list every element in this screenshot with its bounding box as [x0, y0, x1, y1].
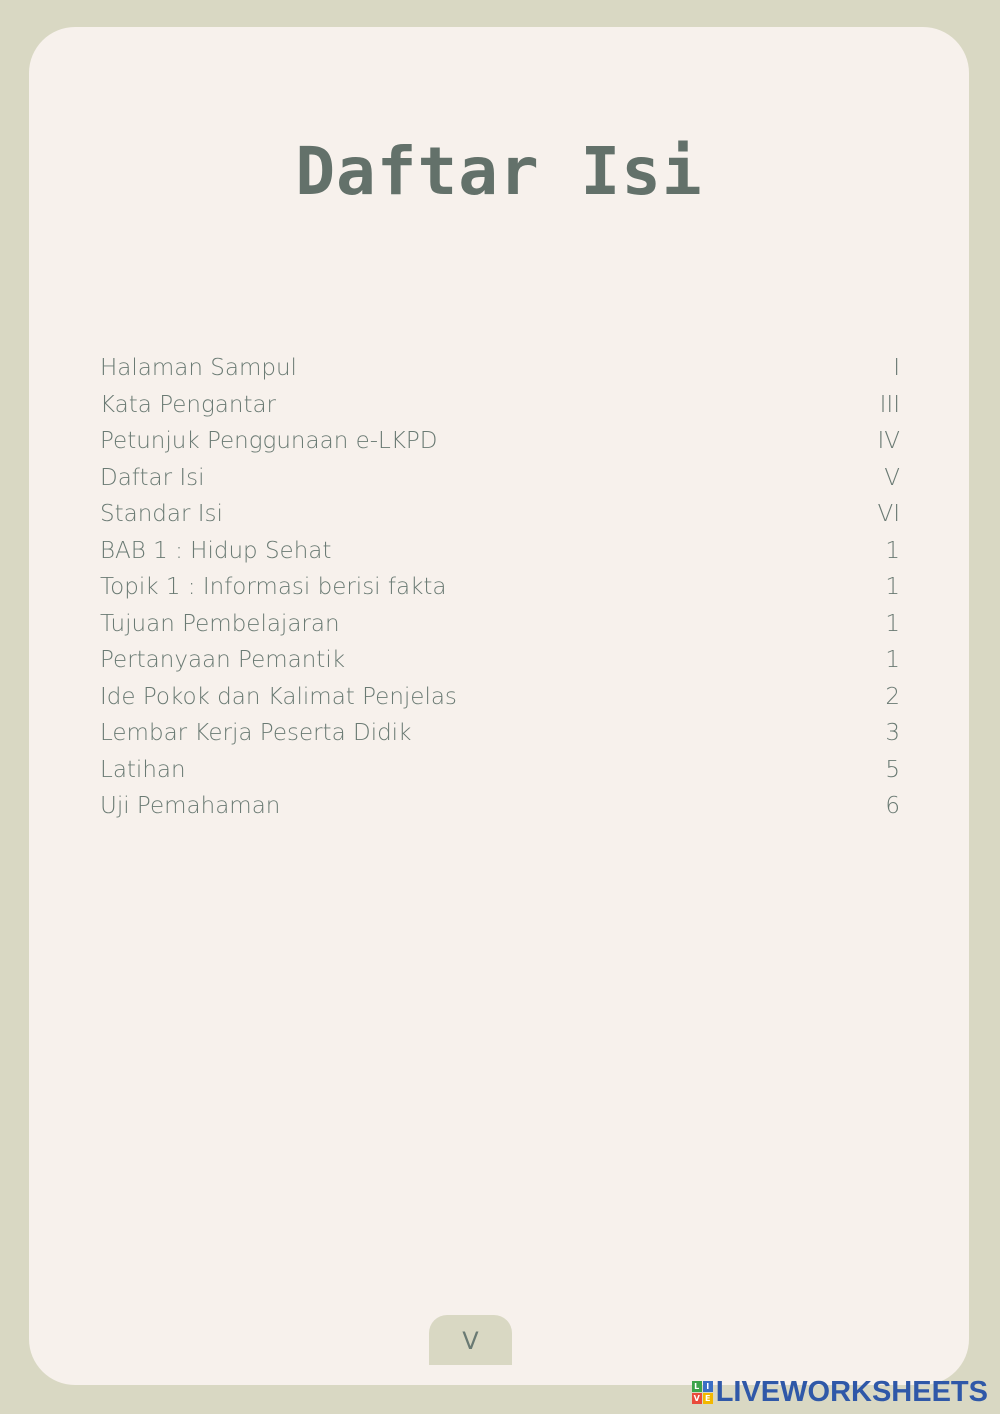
- toc-entry-label: BAB 1 : Hidup Sehat: [100, 537, 332, 564]
- logo-letter-i: I: [703, 1381, 713, 1392]
- page-number: V: [462, 1327, 479, 1355]
- toc-entry: [100, 496, 900, 533]
- toc-entry-page: 1: [885, 537, 900, 564]
- toc-entry-label: Lembar Kerja Peserta Didik: [100, 720, 412, 747]
- toc-entry-page: 6: [885, 793, 900, 820]
- brand-name: LIVEWORKSHEETS: [715, 1376, 988, 1408]
- toc-entry-page: III: [879, 391, 900, 418]
- toc-entry-page: 1: [885, 610, 900, 637]
- toc-entry-label: Daftar Isi: [100, 464, 205, 491]
- toc-entry-label: Topik 1 : Informasi berisi fakta: [100, 574, 447, 601]
- toc-entry: [100, 752, 900, 789]
- toc-entry-label: Halaman Sampul: [100, 355, 297, 382]
- table-of-contents: [100, 350, 900, 825]
- toc-entry-label: Uji Pemahaman: [100, 793, 281, 820]
- toc-entry: [100, 788, 900, 825]
- toc-entry-label: Ide Pokok dan Kalimat Penjelas: [100, 683, 457, 710]
- toc-entry-page: V: [884, 464, 900, 491]
- toc-entry-label: Standar Isi: [100, 501, 223, 528]
- liveworksheets-logo-icon: [692, 1381, 713, 1404]
- toc-entry-page: 3: [885, 720, 900, 747]
- toc-entry: [100, 642, 900, 679]
- page-number-tab: [429, 1315, 512, 1365]
- logo-letter-l: L: [692, 1381, 702, 1392]
- toc-entry-page: IV: [877, 428, 900, 455]
- toc-entry-page: 2: [885, 683, 900, 710]
- toc-entry: [100, 533, 900, 570]
- toc-entry: [100, 423, 900, 460]
- toc-entry: [100, 350, 900, 387]
- toc-entry-label: Tujuan Pembelajaran: [100, 610, 340, 637]
- toc-entry: [100, 460, 900, 497]
- toc-entry-page: 5: [885, 756, 900, 783]
- toc-entry-label: Latihan: [100, 756, 186, 783]
- toc-entry: [100, 387, 900, 424]
- toc-entry: [100, 679, 900, 716]
- toc-entry: [100, 715, 900, 752]
- toc-entry-label: Petunjuk Penggunaan e-LKPD: [100, 428, 438, 455]
- toc-entry-label: Pertanyaan Pemantik: [100, 647, 346, 674]
- toc-entry-page: 1: [885, 574, 900, 601]
- page-title: Daftar Isi: [295, 133, 703, 210]
- logo-letter-e: E: [703, 1393, 713, 1404]
- toc-entry-label: Kata Pengantar: [100, 391, 277, 418]
- document-page: [29, 27, 969, 1385]
- logo-letter-v: V: [693, 1393, 700, 1403]
- toc-entry-page: VI: [877, 501, 900, 528]
- liveworksheets-brand[interactable]: [692, 1378, 988, 1406]
- toc-entry-page: I: [893, 355, 900, 382]
- toc-entry: [100, 569, 900, 606]
- toc-entry: [100, 606, 900, 643]
- toc-entry-page: 1: [885, 647, 900, 674]
